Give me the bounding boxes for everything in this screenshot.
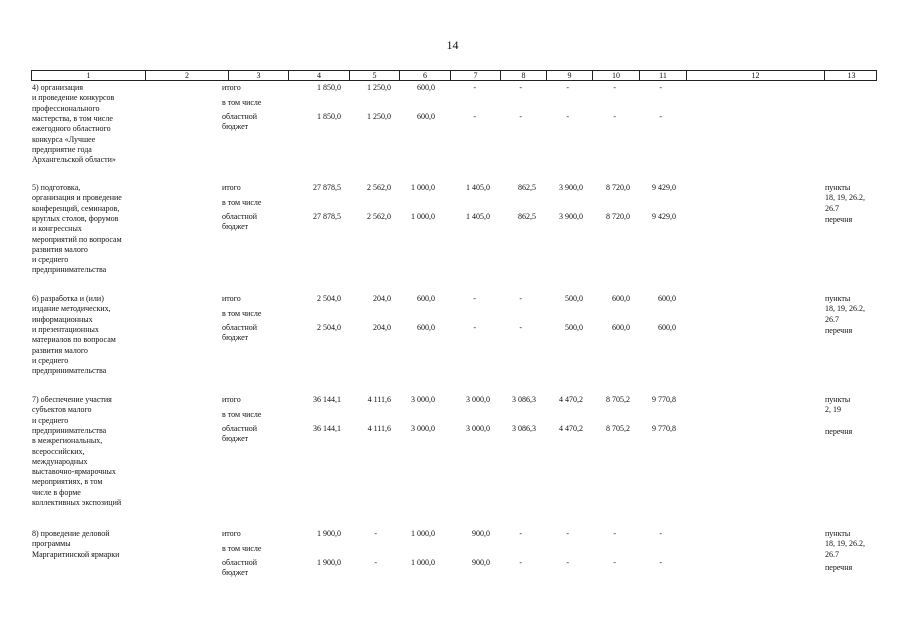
total-value: 1 405,0 — [466, 183, 490, 192]
funding-type-budget: бюджет — [222, 221, 249, 231]
budget-value: 3 900,0 — [559, 211, 583, 221]
total-value: 9 429,0 — [652, 183, 676, 192]
total-value: 4 111,6 — [367, 395, 391, 404]
total-value: 600,0 — [612, 294, 630, 303]
budget-value: 3 000,0 — [411, 423, 435, 433]
reference-note: пункты — [825, 395, 851, 404]
budget-value: 9 429,0 — [652, 211, 676, 221]
total-value: 1 250,0 — [367, 83, 391, 92]
row-description-line: 6) разработка и (или) — [32, 294, 104, 303]
total-value: - — [473, 83, 476, 92]
header-col-8: 8 — [500, 71, 546, 80]
funding-type-budget: областной — [222, 322, 258, 332]
total-value: - — [566, 529, 569, 538]
budget-value: - — [659, 557, 662, 567]
total-value: 3 000,0 — [411, 395, 435, 404]
funding-type-including: в том числе — [222, 97, 262, 107]
budget-value: - — [613, 111, 616, 121]
table-header — [31, 70, 877, 81]
budget-value: - — [519, 322, 522, 332]
funding-type-budget: бюджет — [222, 332, 249, 342]
budget-value: - — [566, 557, 569, 567]
row-description-line: круглых столов, форумов — [32, 213, 119, 223]
reference-note: 2, 19 — [825, 405, 841, 415]
header-col-7: 7 — [450, 71, 500, 80]
budget-value: - — [519, 557, 522, 567]
row-description-line: предпринимательства — [32, 366, 107, 376]
reference-note: 26.7 — [825, 203, 839, 213]
row-description-line: Маргаритинской ярмарки — [32, 549, 120, 559]
funding-type-budget: областной — [222, 111, 258, 121]
row-description-line: конкурса «Лучшее — [32, 134, 96, 144]
row-description-line: выставочно-ярмарочных — [32, 467, 116, 477]
reference-note: пункты — [825, 529, 851, 538]
budget-value: 8 720,0 — [606, 211, 630, 221]
funding-type-total: итого — [222, 395, 241, 404]
total-value: - — [659, 83, 662, 92]
budget-value: 600,0 — [417, 111, 435, 121]
budget-value: 9 770,8 — [652, 423, 676, 433]
row-description-line: предприятие года — [32, 144, 92, 154]
budget-value: - — [473, 322, 476, 332]
total-value: 2 504,0 — [317, 294, 341, 303]
total-value: 600,0 — [417, 83, 435, 92]
reference-note: пункты — [825, 294, 851, 303]
total-value: 900,0 — [472, 529, 490, 538]
row-description-line: программы — [32, 539, 71, 549]
row-description-line: профессионального — [32, 103, 100, 113]
row-description-line: субъектов малого — [32, 405, 92, 415]
row-description-line: международных — [32, 456, 88, 466]
row-description-line: развития малого — [32, 244, 88, 254]
funding-type-total: итого — [222, 183, 241, 192]
reference-note: перечня — [825, 214, 853, 224]
page-number: 14 — [446, 38, 459, 52]
budget-value: 600,0 — [658, 322, 676, 332]
funding-type-budget: бюджет — [222, 567, 249, 577]
row-description-line: мастерства, в том числе — [32, 113, 113, 123]
row-description-line: в межрегиональных, — [32, 436, 103, 446]
header-col-6: 6 — [399, 71, 450, 80]
header-col-11: 11 — [639, 71, 686, 80]
budget-value: 1 250,0 — [367, 111, 391, 121]
reference-note: перечня — [825, 325, 853, 335]
reference-note: 26.7 — [825, 549, 839, 559]
funding-type-budget: областной — [222, 423, 258, 433]
reference-note: 26.7 — [825, 314, 839, 324]
total-value: 204,0 — [373, 294, 391, 303]
budget-value: 3 086,3 — [512, 423, 536, 433]
budget-value: 8 705,2 — [606, 423, 630, 433]
total-value: 1 850,0 — [317, 83, 341, 92]
funding-type-budget: областной — [222, 557, 258, 567]
row-description-line: информационных — [32, 314, 93, 324]
row-description-line: 4) организация — [32, 83, 84, 92]
row-description-line: организация и проведение — [32, 193, 122, 203]
total-value: - — [473, 294, 476, 303]
total-value: 862,5 — [518, 183, 536, 192]
budget-value: 4 111,6 — [367, 423, 391, 433]
row-description-line: издание методических, — [32, 304, 111, 314]
budget-value: 2 562,0 — [367, 211, 391, 221]
reference-note: 18, 19, 26.2, — [825, 539, 865, 549]
total-value: 600,0 — [417, 294, 435, 303]
header-col-3: 3 — [228, 71, 288, 80]
reference-note: пункты — [825, 183, 851, 192]
row-description-line: 5) подготовка, — [32, 183, 81, 192]
funding-type-total: итого — [222, 83, 241, 92]
total-value: 9 770,8 — [652, 395, 676, 404]
total-value: 4 470,2 — [559, 395, 583, 404]
budget-value: 204,0 — [373, 322, 391, 332]
total-value: - — [519, 529, 522, 538]
funding-type-total: итого — [222, 294, 241, 303]
total-value: 500,0 — [565, 294, 583, 303]
total-value: 1 000,0 — [411, 183, 435, 192]
budget-value: 862,5 — [518, 211, 536, 221]
budget-value: 4 470,2 — [559, 423, 583, 433]
row-description-line: 7) обеспечение участия — [32, 395, 112, 404]
total-value: - — [613, 529, 616, 538]
row-description-line: мероприятий по вопросам — [32, 234, 122, 244]
budget-value: 36 144,1 — [313, 423, 341, 433]
header-col-5: 5 — [349, 71, 399, 80]
row-description-line: конференций, семинаров, — [32, 203, 120, 213]
budget-value: 500,0 — [565, 322, 583, 332]
budget-value: 600,0 — [417, 322, 435, 332]
total-value: 8 720,0 — [606, 183, 630, 192]
budget-value: - — [473, 111, 476, 121]
reference-note: перечня — [825, 563, 853, 572]
total-value: 27 878,5 — [313, 183, 341, 192]
row-description-line: и конгрессных — [32, 224, 82, 234]
row-description-line: предпринимательства — [32, 425, 107, 435]
total-value: 3 086,3 — [512, 395, 536, 404]
budget-value: - — [659, 111, 662, 121]
total-value: - — [613, 83, 616, 92]
reference-note: 18, 19, 26.2, — [825, 193, 865, 203]
budget-value: 900,0 — [472, 557, 490, 567]
budget-value: - — [519, 111, 522, 121]
budget-value: 1 405,0 — [466, 211, 490, 221]
funding-type-budget: бюджет — [222, 433, 249, 443]
total-value: 1 000,0 — [411, 529, 435, 538]
total-value: 600,0 — [658, 294, 676, 303]
row-description-line: ежегодного областного — [32, 124, 111, 134]
row-description-line: и среднего — [32, 415, 69, 425]
funding-type-including: в том числе — [222, 543, 262, 553]
header-col-4: 4 — [288, 71, 349, 80]
row-description-line: материалов по вопросам — [32, 335, 116, 345]
row-description-line: развития малого — [32, 345, 88, 355]
funding-type-budget: бюджет — [222, 121, 249, 131]
total-value: - — [659, 529, 662, 538]
reference-note: 18, 19, 26.2, — [825, 304, 865, 314]
budget-value: 600,0 — [612, 322, 630, 332]
row-description-line: и среднего — [32, 255, 69, 265]
total-value: 8 705,2 — [606, 395, 630, 404]
budget-value: - — [374, 557, 377, 567]
budget-value: - — [613, 557, 616, 567]
total-value: - — [519, 83, 522, 92]
total-value: 3 000,0 — [466, 395, 490, 404]
total-value: 3 900,0 — [559, 183, 583, 192]
budget-value: 1 000,0 — [411, 557, 435, 567]
header-col-10: 10 — [592, 71, 639, 80]
funding-type-including: в том числе — [222, 197, 262, 207]
budget-value: 27 878,5 — [313, 211, 341, 221]
funding-type-budget: областной — [222, 211, 258, 221]
row-description-line: мероприятиях, в том — [32, 477, 103, 487]
funding-type-including: в том числе — [222, 308, 262, 318]
total-value: 2 562,0 — [367, 183, 391, 192]
header-col-2: 2 — [145, 71, 228, 80]
row-description-line: числе в форме — [32, 487, 81, 497]
budget-value: 3 000,0 — [466, 423, 490, 433]
row-description-line: Архангельской области» — [32, 155, 116, 165]
row-description-line: и презентационных — [32, 324, 99, 334]
row-description-line: и среднего — [32, 355, 69, 365]
budget-value: - — [566, 111, 569, 121]
budget-value: 2 504,0 — [317, 322, 341, 332]
budget-value: 1 000,0 — [411, 211, 435, 221]
header-col-1: 1 — [86, 71, 91, 80]
total-value: 1 900,0 — [317, 529, 341, 538]
row-description-line: коллективных экспозиций — [32, 498, 122, 507]
funding-type-total: итого — [222, 529, 241, 538]
row-description-line: предпринимательства — [32, 265, 107, 275]
funding-type-including: в том числе — [222, 409, 262, 419]
header-col-13: 13 — [824, 71, 878, 80]
budget-value: 1 850,0 — [317, 111, 341, 121]
total-value: 36 144,1 — [313, 395, 341, 404]
total-value: - — [519, 294, 522, 303]
header-col-9: 9 — [546, 71, 592, 80]
budget-value: 1 900,0 — [317, 557, 341, 567]
row-description-line: всероссийских, — [32, 446, 85, 456]
total-value: - — [566, 83, 569, 92]
reference-note: перечня — [825, 426, 853, 436]
total-value: - — [374, 529, 377, 538]
header-col-12: 12 — [686, 71, 824, 80]
row-description-line: 8) проведение деловой — [32, 529, 110, 538]
row-description-line: и проведение конкурсов — [32, 93, 115, 103]
